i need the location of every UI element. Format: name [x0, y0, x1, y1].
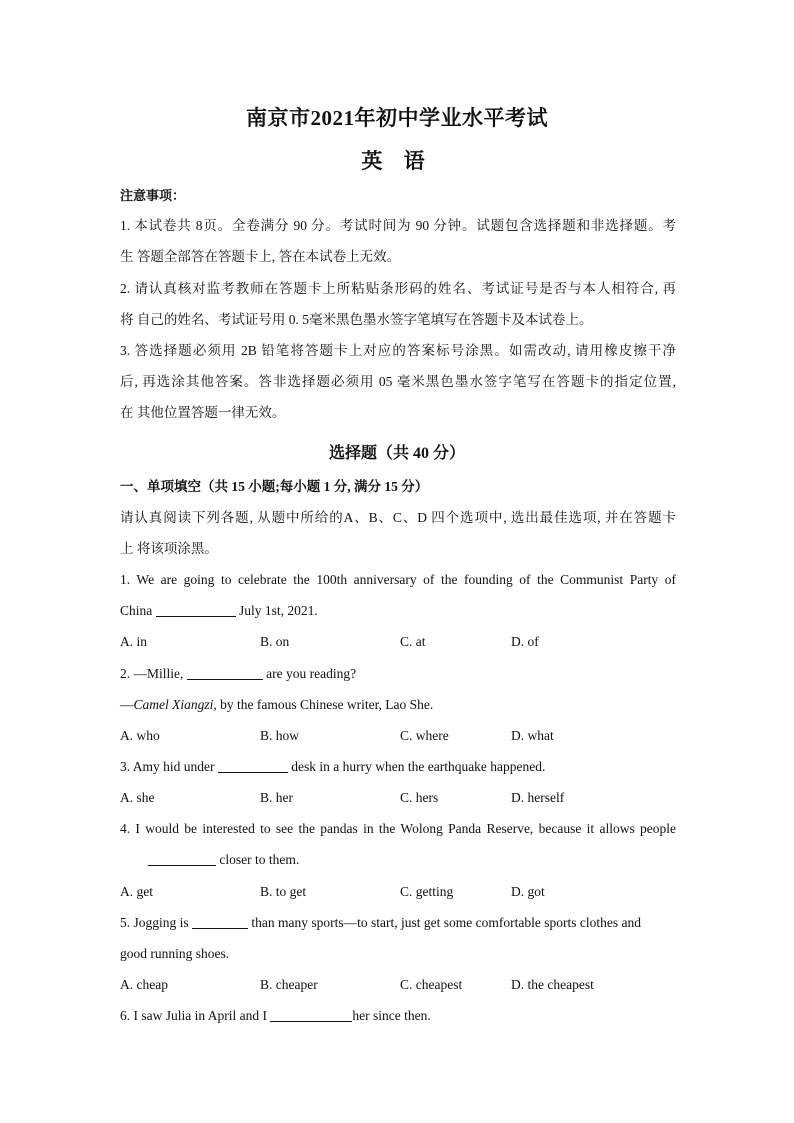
option-d: D. of — [511, 634, 539, 649]
note-line: 2. 请认真核对监考教师在答题卡上所粘贴条形码的姓名、考试证号是否与本人相符合, 再 — [120, 281, 676, 296]
answer-blank — [187, 665, 263, 680]
note-line: 生 答题全部答在答题卡上, 答在本试卷上无效。 — [120, 249, 401, 264]
question-2-stem — [120, 665, 676, 683]
option-d: D. what — [511, 728, 554, 743]
subject-title: 英 语 — [361, 149, 433, 173]
book-title: Camel Xiangzi — [133, 697, 214, 712]
option-b: B. on — [260, 634, 290, 649]
option-a: A. she — [120, 790, 155, 805]
option-b: B. cheaper — [260, 977, 318, 992]
answer-blank — [156, 602, 236, 617]
option-b: B. to get — [260, 884, 307, 899]
instruction-line: 请认真阅读下列各题, 从题中所给的A、B、C、D 四个选项中, 选出最佳选项, 并在答题卡 — [120, 510, 676, 525]
option-c: C. cheapest — [400, 977, 463, 992]
text: her since then. — [352, 1008, 431, 1023]
question-4-stem-cont — [148, 851, 548, 869]
text: 5. Jogging is — [120, 915, 193, 930]
text: , by the famous Chinese writer, Lao She. — [213, 697, 434, 712]
question-6-stem — [120, 1007, 676, 1025]
question-1-stem-cont — [120, 602, 676, 620]
text: are you reading? — [262, 666, 357, 681]
question-2-reply — [120, 696, 676, 714]
text: closer to them. — [216, 852, 300, 867]
note-line: 1. 本试卷共 8页。全卷满分 90 分。考试时间为 90 分钟。试题包含选择题和非选择题。考 — [120, 218, 676, 233]
answer-blank — [148, 851, 216, 866]
note-line: 在 其他位置答题一律无效。 — [120, 405, 286, 420]
option-c: C. hers — [400, 790, 439, 805]
question-5-stem-cont: good running shoes. — [120, 946, 230, 961]
notice-heading: 注意事项： — [120, 188, 186, 203]
instruction-line: 上 将该项涂黑。 — [120, 541, 218, 556]
option-d: D. got — [511, 884, 545, 899]
question-3-stem — [120, 758, 676, 776]
question-4-stem: 4. I would be interested to see the pandas in the Wolong Panda Reserve, because it allows people — [120, 821, 676, 836]
answer-blank — [192, 914, 248, 929]
option-d: D. the cheapest — [511, 977, 594, 992]
text: 2. —Millie, — [120, 666, 187, 681]
option-a: A. who — [120, 728, 160, 743]
option-c: C. getting — [400, 884, 454, 899]
text: 6. I saw Julia in April and I — [120, 1008, 271, 1023]
text: 3. Amy hid under — [120, 759, 218, 774]
part-heading: 一、单项填空（共 15 小题;每小题 1 分, 满分 15 分） — [120, 479, 429, 494]
text: July 1st, 2021. — [235, 603, 318, 618]
exam-title: 南京市2021年初中学业水平考试 — [246, 106, 548, 130]
option-b: B. her — [260, 790, 293, 805]
answer-blank — [218, 758, 288, 773]
option-a: A. cheap — [120, 977, 168, 992]
option-b: B. how — [260, 728, 300, 743]
option-a: A. get — [120, 884, 153, 899]
answer-blank — [270, 1007, 352, 1022]
question-1-stem: 1. We are going to celebrate the 100th anniversary of the founding of the Communist Party of — [120, 572, 676, 587]
dash: — — [120, 697, 134, 712]
option-c: C. at — [400, 634, 426, 649]
text: desk in a hurry when the earthquake happened. — [287, 759, 546, 774]
text: than many sports—to start, just get some comfortable sports clothes and — [248, 915, 641, 930]
note-line: 后, 再选涂其他答案。答非选择题必须用 05 毫米黑色墨水签字笔写在答题卡的指定位置, — [120, 374, 676, 389]
section-title: 选择题（共 40 分） — [328, 445, 465, 462]
question-5-stem — [120, 914, 676, 932]
option-a: A. in — [120, 634, 147, 649]
text: China — [120, 603, 156, 618]
option-d: D. herself — [511, 790, 565, 805]
note-line: 3. 答选择题必须用 2B 铅笔将答题卡上对应的答案标号涂黑。如需改动, 请用橡皮擦干净 — [120, 343, 676, 358]
note-line: 将 自己的姓名、考试证号用 0. 5毫米黑色墨水签字笔填写在答题卡及本试卷上。 — [120, 312, 593, 327]
option-c: C. where — [400, 728, 449, 743]
